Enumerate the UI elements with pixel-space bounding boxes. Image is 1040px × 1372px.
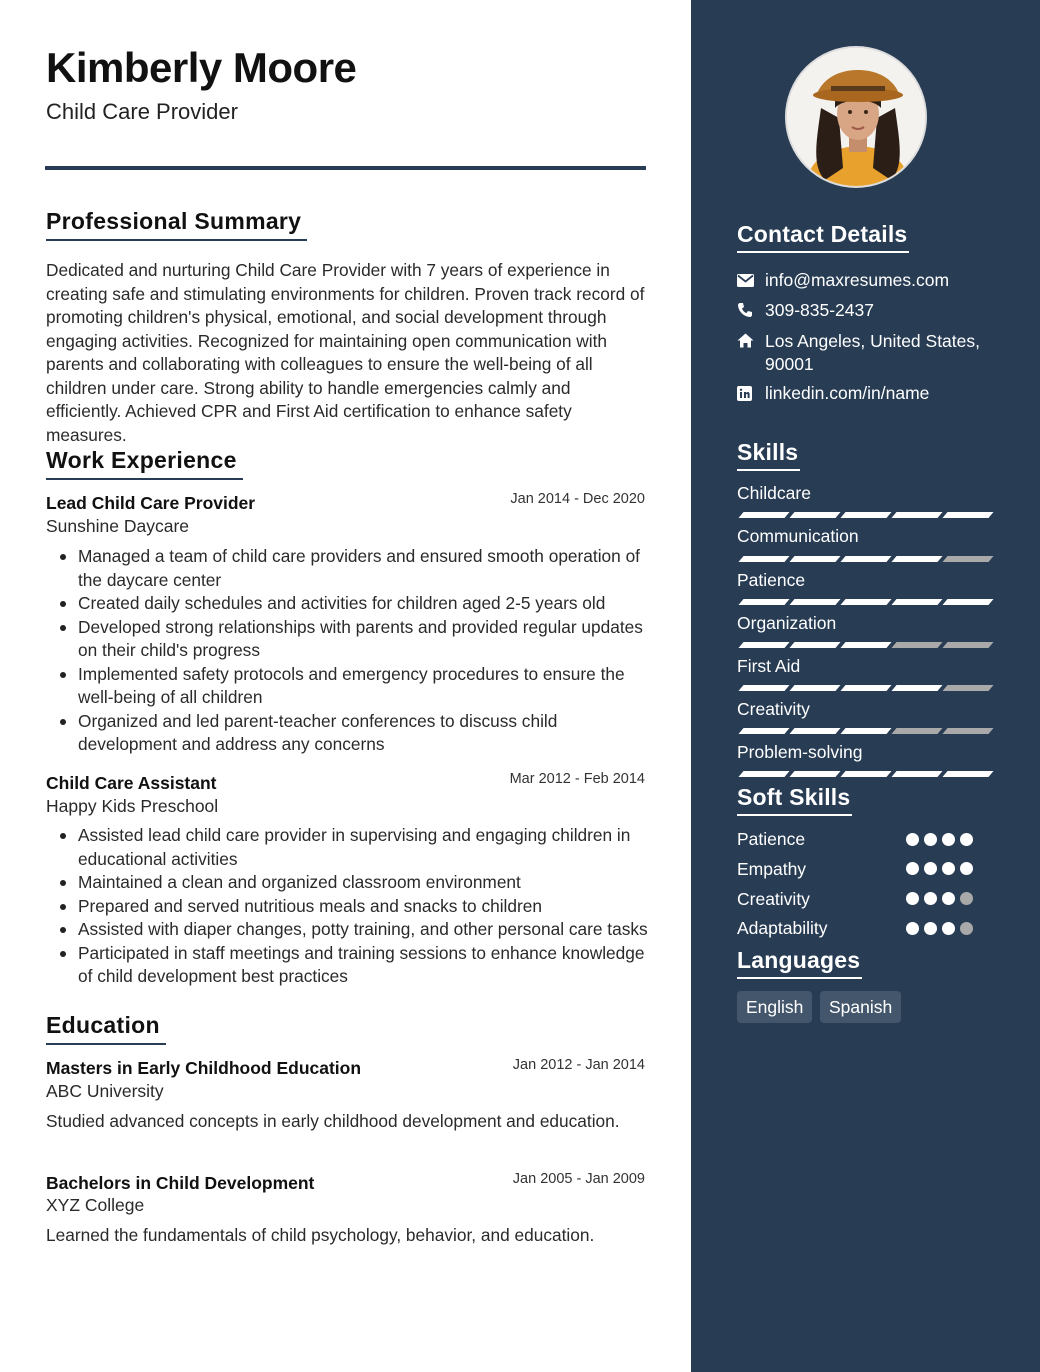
job-company: Sunshine Daycare <box>46 516 189 536</box>
skill-segment-empty <box>942 728 993 734</box>
profile-photo <box>785 46 927 188</box>
list-item: Organized and led parent-teacher conferences to discuss child development and address any concerns <box>56 710 650 757</box>
skill-label: Creativity <box>737 699 810 719</box>
phone-icon <box>737 300 765 320</box>
contact-phone[interactable] <box>737 300 874 321</box>
skill-label: Organization <box>737 613 837 633</box>
rating-dot-filled <box>906 892 919 905</box>
job-dates: Mar 2012 - Feb 2014 <box>509 771 645 787</box>
list-item: Assisted with diaper changes, potty training, and other personal care tasks <box>56 918 650 942</box>
address-line-1: Los Angeles, United States, <box>765 331 980 351</box>
skills-heading: Skills <box>737 439 800 471</box>
job-company: Happy Kids Preschool <box>46 796 219 816</box>
skill-segment-filled <box>789 556 840 562</box>
profile-photo-illustration <box>787 48 927 188</box>
skill-segment-filled <box>789 728 840 734</box>
job-title: Lead Child Care Provider <box>46 493 256 513</box>
skill-segment-filled <box>738 599 789 605</box>
list-item: Created daily schedules and activities for children aged 2-5 years old <box>56 592 650 616</box>
job-bullets <box>56 545 650 757</box>
list-item: Assisted lead child care provider in supervising and engaging children in educational activities <box>56 824 650 871</box>
rating-dot-filled <box>924 833 937 846</box>
skill-segment-filled <box>738 728 789 734</box>
envelope-icon <box>737 270 765 290</box>
rating-dot-filled <box>942 862 955 875</box>
skill-segment-filled <box>840 685 891 691</box>
list-item: Participated in staff meetings and training sessions to enhance knowledge of child development best practices <box>56 942 650 989</box>
languages-heading: Languages <box>737 947 862 979</box>
degree-description: Studied advanced concepts in early childhood development and education. <box>46 1111 620 1131</box>
skill-segment-filled <box>891 556 942 562</box>
rating-dot-filled <box>960 862 973 875</box>
skill-rating-bar <box>737 642 995 648</box>
contact-email[interactable] <box>737 270 949 291</box>
skill-segment-filled <box>840 728 891 734</box>
skill-segment-filled <box>738 685 789 691</box>
skill-segment-filled <box>942 512 993 518</box>
skill-segment-filled <box>789 512 840 518</box>
rating-dot-filled <box>942 922 955 935</box>
skill-label: First Aid <box>737 656 801 676</box>
job-title: Child Care Assistant <box>46 773 217 793</box>
soft-skill-label: Patience <box>737 829 806 849</box>
candidate-name: Kimberly Moore <box>46 44 357 91</box>
linkedin-icon <box>737 383 765 403</box>
soft-skill-label: Adaptability <box>737 918 828 938</box>
rating-dot-filled <box>906 862 919 875</box>
list-item: Maintained a clean and organized classroom environment <box>56 871 650 895</box>
summary-text: Dedicated and nurturing Child Care Provider with 7 years of experience in creating safe and stimulating environments for children. Proven track record of promoting children's physical, emotional, and social development through engaging activities. Recognized for maintaining open communication with parents and collaborating with colleagues to ensure the well-being of all children under care. Strong ability to handle emergencies calmly and efficiently. Achieved CPR and First Aid certification to enhance safety measures. <box>46 260 645 445</box>
list-item: Managed a team of child care providers and ensured smooth operation of the daycare center <box>56 545 650 592</box>
job-bullets <box>56 824 650 989</box>
rating-dot-filled <box>924 862 937 875</box>
soft-skills-heading: Soft Skills <box>737 784 852 816</box>
degree-dates: Jan 2012 - Jan 2014 <box>512 1057 645 1073</box>
rating-dot-empty <box>960 892 973 905</box>
contact-address <box>737 330 980 376</box>
skill-segment-filled <box>789 771 840 777</box>
skill-segment-filled <box>840 642 891 648</box>
soft-skill-label: Empathy <box>737 859 807 879</box>
skill-segment-empty <box>942 685 993 691</box>
skill-segment-filled <box>738 771 789 777</box>
skill-label: Communication <box>737 526 859 546</box>
rating-dot-filled <box>942 892 955 905</box>
home-icon <box>737 330 765 350</box>
skill-segment-filled <box>840 512 891 518</box>
soft-skill-label: Creativity <box>737 889 810 909</box>
skill-segment-filled <box>942 771 993 777</box>
skill-segment-empty <box>891 728 942 734</box>
list-item: Implemented safety protocols and emergency procedures to ensure the well-being of all children <box>56 663 650 710</box>
degree-title: Masters in Early Childhood Education <box>46 1058 362 1078</box>
list-item: Prepared and served nutritious meals and snacks to children <box>56 895 650 919</box>
education-heading: Education <box>46 1012 166 1045</box>
skill-segment-filled <box>942 599 993 605</box>
skill-segment-filled <box>840 599 891 605</box>
language-tag: English <box>737 991 812 1023</box>
skill-rating-bar <box>737 728 995 734</box>
skill-segment-filled <box>891 599 942 605</box>
contact-heading: Contact Details <box>737 221 909 253</box>
skill-label: Childcare <box>737 483 811 503</box>
address-line-2: 90001 <box>765 354 814 374</box>
rating-dot-filled <box>906 833 919 846</box>
experience-heading: Work Experience <box>46 447 243 480</box>
skill-segment-filled <box>840 771 891 777</box>
skill-segment-filled <box>840 556 891 562</box>
rating-dot-filled <box>924 922 937 935</box>
skill-rating-bar <box>737 599 995 605</box>
language-tag: Spanish <box>820 991 901 1023</box>
header-divider <box>45 166 646 170</box>
skill-segment-empty <box>891 642 942 648</box>
skill-label: Problem-solving <box>737 742 863 762</box>
rating-dot-filled <box>906 922 919 935</box>
skill-segment-filled <box>738 642 789 648</box>
skill-segment-filled <box>738 556 789 562</box>
candidate-role: Child Care Provider <box>46 99 238 124</box>
skill-rating-bar <box>737 556 995 562</box>
skill-rating-bar <box>737 685 995 691</box>
school-name: ABC University <box>46 1081 164 1101</box>
contact-linkedin[interactable] <box>737 383 929 404</box>
skill-segment-empty <box>942 556 993 562</box>
skill-segment-filled <box>789 685 840 691</box>
email-text: info@maxresumes.com <box>765 270 950 290</box>
skill-rating-bar <box>737 771 995 777</box>
skill-label: Patience <box>737 570 806 590</box>
summary-heading: Professional Summary <box>46 208 307 241</box>
skill-segment-filled <box>738 512 789 518</box>
skill-segment-empty <box>942 642 993 648</box>
rating-dot-empty <box>960 922 973 935</box>
skill-segment-filled <box>789 599 840 605</box>
degree-title: Bachelors in Child Development <box>46 1173 315 1193</box>
list-item: Developed strong relationships with parents and provided regular updates on their child's progress <box>56 616 650 663</box>
school-name: XYZ College <box>46 1195 145 1215</box>
rating-dot-filled <box>960 833 973 846</box>
skill-segment-filled <box>891 771 942 777</box>
skill-segment-filled <box>891 512 942 518</box>
skill-rating-bar <box>737 512 995 518</box>
degree-dates: Jan 2005 - Jan 2009 <box>512 1171 645 1187</box>
linkedin-text: linkedin.com/in/name <box>765 383 930 403</box>
rating-dot-filled <box>924 892 937 905</box>
degree-description: Learned the fundamentals of child psychology, behavior, and education. <box>46 1225 595 1245</box>
skill-segment-filled <box>891 685 942 691</box>
job-dates: Jan 2014 - Dec 2020 <box>510 491 645 507</box>
rating-dot-filled <box>942 833 955 846</box>
phone-text: 309-835-2437 <box>765 300 874 320</box>
skill-segment-filled <box>789 642 840 648</box>
